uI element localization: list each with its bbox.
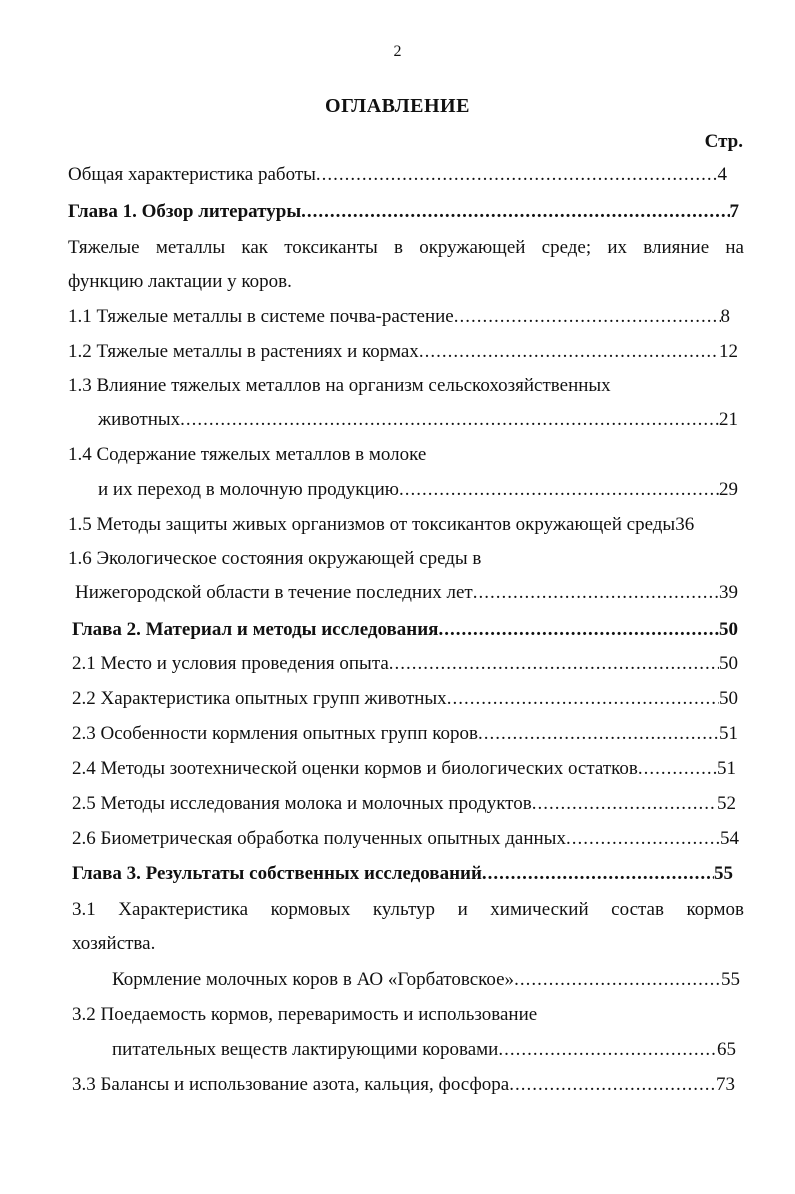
toc-entry-text: животных	[98, 409, 181, 430]
toc-entry-page: 50	[719, 619, 738, 640]
toc-entry-page: 8	[720, 306, 730, 327]
toc-entry-page: 36	[675, 514, 695, 535]
toc-entry-text: Глава 3. Результаты собственных исследований	[72, 863, 482, 884]
leader-dots	[473, 580, 719, 606]
toc-entry	[72, 686, 738, 712]
toc-entry	[68, 339, 738, 365]
toc-entry-page: 52	[717, 793, 736, 814]
toc-entry-text: 3.1 Характеристика кормовых культур и химический состав кормов	[72, 899, 744, 920]
page-column-label: Стр.	[704, 131, 743, 152]
toc-entry-text: функцию лактации у коров.	[68, 271, 292, 292]
leader-dots	[478, 721, 719, 747]
leader-dots	[454, 304, 721, 330]
toc-entry-text: 2.3 Особенности кормления опытных групп коров	[72, 723, 478, 744]
toc-entry	[75, 580, 738, 606]
toc-entry-text: Тяжелые металлы как токсиканты в окружающей среде; их влияние на	[68, 237, 744, 258]
leader-dots	[389, 651, 719, 677]
toc-entry-page: 50	[719, 688, 738, 709]
leader-dots	[399, 477, 719, 503]
leader-dots	[514, 967, 721, 993]
toc-entry	[98, 407, 738, 433]
toc-entry-chapter	[72, 861, 733, 887]
toc-entry-page: 39	[719, 582, 738, 603]
toc-entry-text: 1.1 Тяжелые металлы в системе почва-растение	[68, 306, 454, 327]
toc-entry-text: 2.6 Биометрическая обработка полученных опытных данных	[72, 828, 566, 849]
page-number: 2	[393, 43, 402, 60]
toc-entry	[68, 512, 742, 538]
leader-dots	[566, 826, 720, 852]
toc-entry-text: 1.2 Тяжелые металлы в растениях и кормах	[68, 341, 419, 362]
leader-dots	[638, 756, 717, 782]
toc-entry-text: питательных веществ лактирующими коровами	[112, 1039, 499, 1060]
toc-entry	[68, 162, 727, 188]
toc-entry-page: 55	[714, 863, 733, 884]
toc-entry-chapter	[68, 199, 739, 225]
leader-dots	[498, 1037, 717, 1063]
toc-entry-text: 2.5 Методы исследования молока и молочных продуктов	[72, 793, 532, 814]
toc-entry-text: 2.1 Место и условия проведения опыта	[72, 653, 389, 674]
toc-entry-page: 51	[717, 758, 736, 779]
leader-dots	[301, 199, 729, 225]
toc-entry	[68, 304, 730, 330]
toc-entry	[72, 1072, 735, 1098]
toc-entry-page: 4	[717, 164, 727, 185]
leader-dots	[447, 686, 719, 712]
leader-dots	[438, 617, 719, 643]
toc-entry-text: и их переход в молочную продукцию	[98, 479, 399, 500]
leader-dots	[419, 339, 719, 365]
toc-entry-text: 1.5 Методы защиты живых организмов от токсикантов окружающей среды	[68, 514, 676, 535]
toc-entry	[98, 477, 738, 503]
toc-entry-page: 51	[719, 723, 738, 744]
leader-dots	[180, 407, 719, 433]
toc-entry	[112, 967, 740, 993]
toc-entry-text: хозяйства.	[72, 933, 156, 954]
toc-entry	[72, 651, 738, 677]
leader-dots	[532, 791, 717, 817]
toc-entry-text: 1.4 Содержание тяжелых металлов в молоке	[68, 444, 427, 465]
toc-entry	[72, 756, 736, 782]
toc-entry-text: 2.4 Методы зоотехнической оценки кормов и биологических остатков	[72, 758, 638, 779]
toc-entry-text: Глава 2. Материал и методы исследования	[72, 619, 439, 640]
toc-entry-text: Нижегородской области в течение последних лет	[75, 582, 473, 603]
toc-entry-page: 54	[720, 828, 739, 849]
leader-dots	[316, 162, 718, 188]
toc-entry	[72, 826, 739, 852]
toc-entry-page: 65	[717, 1039, 736, 1060]
toc-entry-chapter	[72, 617, 738, 643]
toc-entry-page: 55	[721, 969, 740, 990]
toc-entry-page: 21	[719, 409, 738, 430]
toc-entry-page: 50	[719, 653, 738, 674]
toc-entry-text: 1.3 Влияние тяжелых металлов на организм сельскохозяйственных	[68, 375, 611, 396]
toc-entry-page: 29	[719, 479, 738, 500]
leader-dots	[482, 861, 714, 887]
toc-entry-text: 2.2 Характеристика опытных групп животных	[72, 688, 447, 709]
toc-entry-text: Кормление молочных коров в АО «Горбатовское»	[112, 969, 515, 990]
toc-entry	[72, 721, 738, 747]
toc-entry-page: 73	[716, 1074, 735, 1095]
toc-entry-text: 3.3 Балансы и использование азота, кальция, фосфора	[72, 1074, 510, 1095]
leader-dots	[509, 1072, 716, 1098]
toc-entry	[112, 1037, 736, 1063]
toc-entry-text: Глава 1. Обзор литературы	[68, 201, 302, 222]
toc-entry	[72, 791, 736, 817]
toc-entry-page: 12	[719, 341, 738, 362]
page-title: ОГЛАВЛЕНИЕ	[325, 95, 470, 117]
toc-entry-text: 1.6 Экологическое состояния окружающей среды в	[68, 548, 482, 569]
toc-entry-text: 3.2 Поедаемость кормов, переваримость и использование	[72, 1004, 538, 1025]
toc-entry-page: 7	[729, 201, 739, 222]
toc-entry-text: Общая характеристика работы	[68, 164, 316, 185]
